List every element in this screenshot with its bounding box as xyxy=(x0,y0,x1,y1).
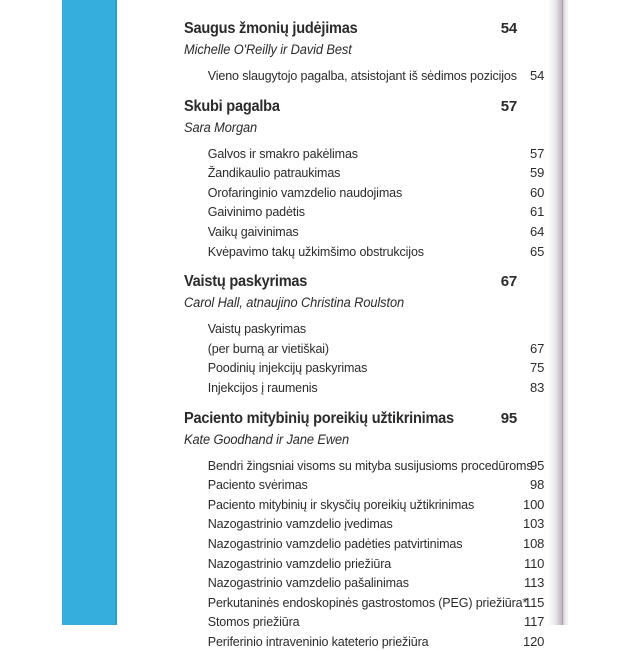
entry-label-text: Paciento mitybinių ir skysčių poreikių užtikrinimas xyxy=(207,496,475,512)
chapter-authors-text: Michelle O'Reilly ir David Best xyxy=(184,42,352,57)
toc-entry-row[interactable] xyxy=(184,66,565,86)
toc-chapter-row[interactable] xyxy=(184,96,537,118)
chapter-title-text: Skubi pagalba xyxy=(184,97,280,115)
toc-author-row xyxy=(184,40,541,60)
toc-author-row xyxy=(184,293,541,313)
section-spacer xyxy=(184,398,560,408)
entry-page-number: 54 xyxy=(529,68,545,83)
chapter-title-text: Vaistų paskyrimas xyxy=(184,273,308,291)
entry-label-text: Injekcijos į raumenis xyxy=(207,379,318,395)
blue-accent-band xyxy=(62,0,117,625)
toc-entry-row[interactable] xyxy=(184,593,565,613)
chapter-authors-text: Kate Goodhand ir Jane Ewen xyxy=(184,431,350,447)
toc-entry-row[interactable] xyxy=(184,202,565,222)
entry-page-number: 115 xyxy=(523,594,545,610)
entry-page-number: 110 xyxy=(523,555,545,571)
toc-entry-row[interactable] xyxy=(184,456,565,476)
entry-page-number: 98 xyxy=(529,477,545,493)
entry-page-number: 64 xyxy=(529,223,545,239)
entry-label-text: Galvos ir smakro pakėlimas xyxy=(207,145,358,161)
toc-entry-row[interactable] xyxy=(184,319,565,339)
toc-entry-row[interactable] xyxy=(184,612,565,632)
entry-page-number: 60 xyxy=(529,184,545,200)
toc-entry-row[interactable] xyxy=(184,358,565,378)
toc-entry-row[interactable] xyxy=(184,144,565,164)
entry-page-number: 103 xyxy=(522,516,545,532)
entry-label-text: Žandikaulio patraukimas xyxy=(207,165,341,181)
entry-label-text: Periferinio intraveninio kateterio priežiūra xyxy=(207,633,429,649)
entry-label-text: Nazogastrinio vamzdelio padėties patvirtinimas xyxy=(207,535,463,551)
section-spacer xyxy=(184,261,560,271)
toc-chapter-row[interactable] xyxy=(184,271,537,293)
toc-entry-row[interactable] xyxy=(184,475,565,495)
entry-label-text: Bendri žingsniai visoms su mityba susijusioms procedūroms xyxy=(207,457,533,473)
toc-entry-row[interactable] xyxy=(184,242,565,262)
toc-entry-row[interactable] xyxy=(184,554,565,574)
toc-entry-row[interactable] xyxy=(184,183,565,203)
entry-page-number: 83 xyxy=(529,379,545,395)
entry-label-text: Kvėpavimo takų užkimšimo obstrukcijos xyxy=(207,243,424,259)
entry-label-text: Nazogastrinio vamzdelio priežiūra xyxy=(207,555,392,571)
chapter-authors-text: Carol Hall, atnaujino Christina Roulston xyxy=(184,295,405,311)
toc-author-row xyxy=(184,430,541,450)
entry-page-number: 65 xyxy=(529,243,545,259)
toc-entry-row[interactable] xyxy=(184,378,565,398)
entry-page-number: 120 xyxy=(522,633,545,649)
chapter-authors-text: Sara Morgan xyxy=(184,119,258,135)
blue-band-edge-shadow xyxy=(115,0,118,625)
entry-label-text: Orofaringinio vamzdelio naudojimas xyxy=(207,184,403,200)
top-spacer xyxy=(184,0,560,18)
chapter-page-number: 67 xyxy=(500,273,517,291)
toc-entry-row[interactable] xyxy=(184,495,565,515)
entry-page-number: 100 xyxy=(522,496,545,512)
toc-entry-row[interactable] xyxy=(184,534,565,554)
entry-label-text: Vieno slaugytojo pagalba, atsistojant iš sėdimos pozicijos xyxy=(207,68,517,83)
toc-entry-row[interactable] xyxy=(184,339,565,359)
toc-chapter-row[interactable] xyxy=(184,408,537,430)
entry-label-text: Gaivinimo padėtis xyxy=(207,204,305,220)
right-outside-page xyxy=(568,0,625,625)
entry-label-text: Vaistų paskyrimas xyxy=(207,321,307,337)
toc-entry-row[interactable] xyxy=(184,163,565,183)
entry-label-text: Poodinių injekcijų paskyrimas xyxy=(207,360,368,376)
page-edge-line xyxy=(562,0,563,625)
entry-label-text: Stomos priežiūra xyxy=(207,614,300,630)
toc-entry-row[interactable] xyxy=(184,514,565,534)
toc-entry-row[interactable] xyxy=(184,573,565,593)
entry-page-number: 57 xyxy=(529,145,545,161)
entry-label-text: Paciento svėrimas xyxy=(207,477,308,493)
toc-entry-row[interactable] xyxy=(184,222,565,242)
chapter-page-number: 95 xyxy=(500,409,517,427)
entry-page-number: 113 xyxy=(523,575,545,591)
entry-label-text: (per burną ar vietiškai) xyxy=(207,340,329,356)
entry-label-text: Nazogastrinio vamzdelio įvedimas xyxy=(207,516,393,532)
entry-label-text: Vaikų gaivinimas xyxy=(207,223,299,239)
entry-page-number: 61 xyxy=(529,204,545,220)
toc-chapter-row[interactable] xyxy=(184,18,537,40)
toc-entry-row[interactable] xyxy=(184,632,565,651)
entry-page-number: 75 xyxy=(529,360,545,376)
section-spacer xyxy=(184,86,560,96)
entry-page-number: 95 xyxy=(529,457,545,473)
table-of-contents xyxy=(184,0,560,649)
chapter-title-text: Saugus žmonių judėjimas xyxy=(184,20,358,37)
entry-page-number: 59 xyxy=(529,165,545,181)
chapter-title-text: Paciento mitybinių poreikių užtikrinimas xyxy=(184,409,454,427)
left-margin xyxy=(0,0,62,625)
toc-author-row xyxy=(184,118,541,138)
entry-page-number: 117 xyxy=(523,614,545,630)
chapter-page-number: 54 xyxy=(500,20,517,37)
entry-label-text: Perkutaninės endoskopinės gastrostomos (PEG) priežiūra* xyxy=(207,594,528,610)
entry-label-text: Nazogastrinio vamzdelio pašalinimas xyxy=(207,575,409,591)
entry-page-number: 67 xyxy=(529,340,545,356)
entry-page-number: 108 xyxy=(522,535,545,551)
chapter-page-number: 57 xyxy=(500,97,517,115)
